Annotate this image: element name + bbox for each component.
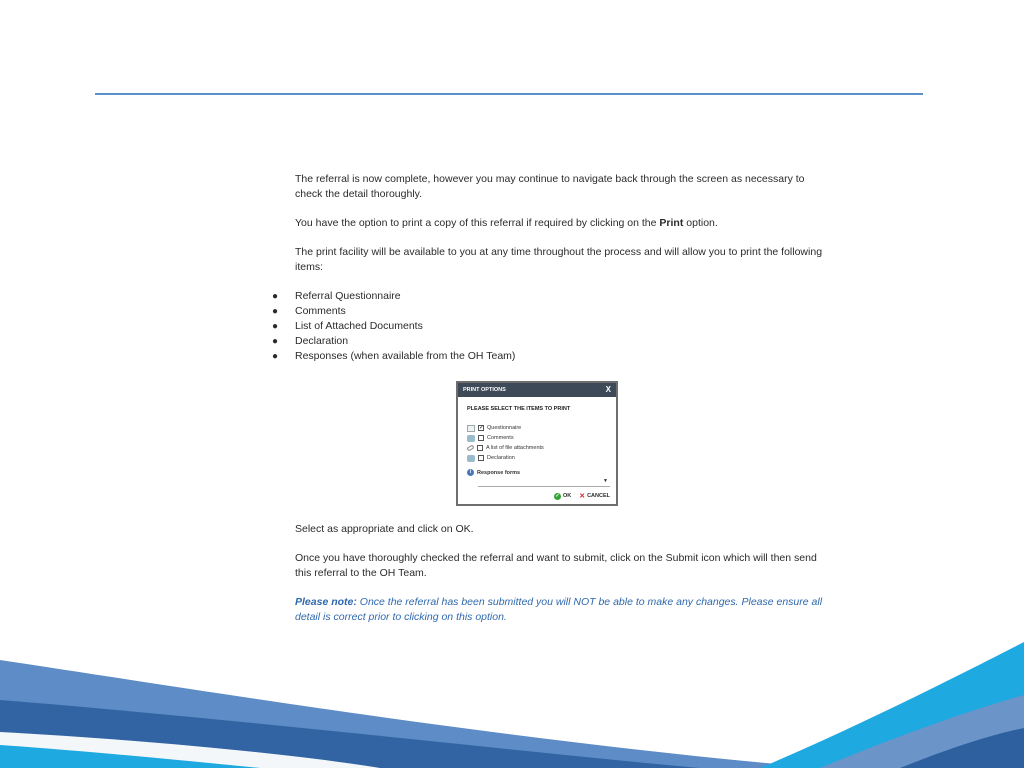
list-item-label: List of Attached Documents <box>295 320 423 332</box>
paragraph-submit: Once you have thoroughly checked the referral and want to submit, click on the Submit icon which will then send this referral to the OH Team. <box>295 552 817 579</box>
bullet-icon: ● <box>272 351 279 362</box>
checklist-label: A list of file attachments <box>486 445 544 451</box>
dialog-title: PRINT OPTIONS <box>463 387 506 393</box>
list-item-label: Responses (when available from the OH Team) <box>295 350 516 362</box>
checklist-label: Declaration <box>487 455 515 461</box>
bullet-icon: ● <box>272 291 279 302</box>
paragraph-complete: The referral is now complete, however you may continue to navigate back through the screen as necessary to check the detail thoroughly. <box>295 173 805 200</box>
list-item-label: Referral Questionnaire <box>295 290 401 302</box>
list-item-label: Declaration <box>295 335 349 347</box>
cancel-label: CANCEL <box>587 493 610 499</box>
ok-label: OK <box>562 493 572 499</box>
questionnaire-checkbox[interactable]: ✓ <box>479 425 485 431</box>
dialog-heading: PLEASE SELECT THE ITEMS TO PRINT <box>467 406 571 412</box>
checklist-label: Comments <box>487 435 514 441</box>
note-text: Once the referral has been submitted you will NOT be able to make any changes. Please ensure all detail is correct prior to clicking on this option. <box>295 596 823 623</box>
bullet-icon: ● <box>272 336 279 347</box>
chevron-down-icon: ▼ <box>603 478 608 484</box>
paragraph-select: Select as appropriate and click on OK. <box>295 523 474 535</box>
ok-check-icon: ✓ <box>555 492 560 499</box>
paragraph-print-facility: The print facility will be available to you at any time throughout the process and will allow you to print the following items: <box>295 246 823 273</box>
print-option-suffix: option. <box>683 217 718 229</box>
bullet-icon: ● <box>272 321 279 332</box>
print-option-text: You have the option to print a copy of this referral if required by clicking on the <box>295 217 660 229</box>
response-forms-label: Response forms <box>477 469 521 476</box>
note-label: Please note: <box>295 596 357 608</box>
print-keyword: Print <box>659 217 684 229</box>
list-item-label: Comments <box>295 305 346 317</box>
bullet-icon: ● <box>272 306 279 317</box>
info-icon: i <box>467 469 474 476</box>
cancel-x-icon: ✕ <box>579 493 586 500</box>
close-icon[interactable]: X <box>605 385 611 394</box>
checklist-label: Questionnaire <box>487 425 522 431</box>
